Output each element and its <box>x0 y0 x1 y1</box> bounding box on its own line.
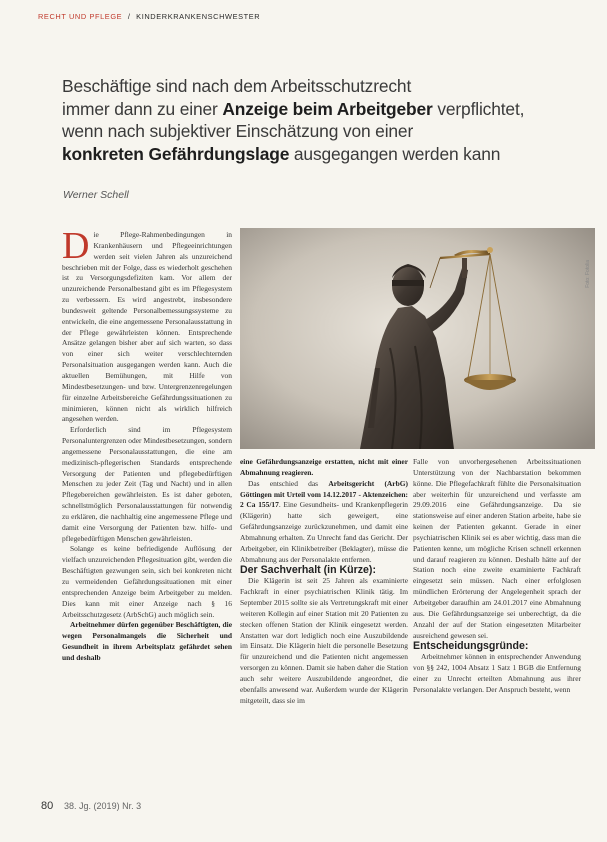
justitia-photo <box>240 228 595 449</box>
headline-line-2a: immer dann zu einer <box>62 98 223 119</box>
section-separator: / <box>127 12 131 21</box>
article-column-1 <box>62 225 232 664</box>
highlight-paragraph: Arbeitnehmer dürfen gegenüber Beschäftigten, die wegen Personalmangels die Sicherheit und Gesundheit in ihrem Arbeitsplatz gefährdet sehen und deshalb <box>62 620 232 662</box>
headline-line-4: ausgegangen werden kann <box>289 143 501 164</box>
article-headline <box>62 75 592 165</box>
headline-emphasis-2: konkreten Gefährdungslage <box>62 143 290 164</box>
photo-credit: Foto: Fotolia <box>585 260 591 288</box>
body-paragraph: Erforderlich sind im Pflegesystem Personaluntergrenzen oder Mindestbesetzungen, sondern angemessene Personalausstattungen, die eine am medizinisch-pflegerischen Standards entsprechende Versorgung der Patienten und pflegebedürftigen Menschen zu jeder Zeit (Tag und Nacht) und in allen Pflegebereichen gewährleisten. Es ist daher geboten, schnellstmöglich Personalausstattungen für notwendig zu erklären, die nachhaltig eine angemessene Pflege und damit eine Versorgung der Patienten bzw. hilfe- und pflegebedürftigen Menschen gewährleisten. <box>62 425 232 543</box>
body-paragraph <box>240 479 408 566</box>
headline-emphasis-1: Anzeige beim Arbeitgeber <box>222 98 433 119</box>
intro-paragraph <box>62 225 232 425</box>
body-paragraph: Die Klägerin ist seit 25 Jahren als examinierte Fachkraft in einer psychiatrischen Klinik tätig. Im September 2015 sollte sie als Vertretungskraft mit einer weiteren Kollegin auf einer Station mit 20 Patienten zu stecken offenen Station der Klinik eingesetzt werden. Anstatten war dort lediglich noch eine Auszubildende im Einsatz. Die Klägerin hielt die personelle Besetzung für unzureichend und die Patienten nicht angemessen versorgen zu können. Damit sie haben daher die Station auch sehr weitere Auszubildende angeordnet, die ebenfalls anwesend war. Außerdem wurde der Klägerin mitgeteilt, dass sie im <box>240 576 408 705</box>
court-reference: Arbeitsgericht (ArbG) Göttingen mit Urteil vom 14.12.2017 - Aktenzeichen: 2 Ca 155/17 <box>240 478 408 510</box>
body-paragraph: Arbeitnehmer können in entsprechender Anwendung von §§ 242, 1004 Absatz 1 Satz 1 BGB die Entfernung einer zu Unrecht erteilten Abmahnung aus ihrer Personalakte verlangen. Der Anspruch besteht, wenn <box>413 652 581 694</box>
article-column-2 <box>240 457 408 706</box>
subheading-facts: Der Sachverhalt (in Kürze): <box>240 564 376 577</box>
section-header <box>38 12 260 21</box>
intro-text: ie Pflege-Rahmenbedingungen in Krankenhäusern und Pflegeeinrichtungen werden seit vielen Jahren als unzureichend beschrieben mit der Folge, dass es wiederholt geschehen ist zu Versorgungsdefiziten kam. Vor allem der unzureichende Personalbestand gibt es im Pflegesystem zu verbessern. Es wird angestrebt, insbesondere bundesweit geltende Personalbemessungssysteme zu entwickeln, die eine angemessene Personalausstattung in der Pflege gewährleisten können. Entsprechende Ansätze gelangen bisher aber auf sich warten, so dass von einer sich weiter verschlechternden Personalsituation ausgegangen werden kann. Auch die aktuellen Bemühungen, mit Hilfe von Mindestbesetzungen- und bzw. Untergrenzenregelungen für einzelne Arbeitsbereiche Gefährdungssituationen zu minimieren, können nicht als wirklich hilfreich angesehen werden. <box>62 230 232 424</box>
body-paragraph: Solange es keine befriedigende Auflösung der vielfach unzureichenden Pflegesituation gibt, werden die Beschäftigten gezwungen sein, sich bei konkreten nicht zu vermeidenden Gefährdungssituationen mit einer entsprechenden Anzeige beim Arbeitgeber zu melden. Dies kann mit einer Anzeige nach § 16 Arbeitsschutzgesetz (ArbSchG) auch möglich sein. <box>62 544 232 619</box>
issue-info: 38. Jg. (2019) Nr. 3 <box>64 801 142 811</box>
section-sublabel: KINDERKRANKENSCHWESTER <box>136 12 261 21</box>
ruling-text: . Eine Gesundheits- und Krankenpflegerin (Klägerin) hatte sich geweigert, eine Gefährdungsanzeige zurückzunehmen, und damit eine Abmahnung erhalten. Zu Unrecht fand das Gericht. Der Arbeitgeber, ein Klinikbetreiber (Beklagter), müsse die Abmahnung aus der Personalakte entfernen. <box>240 500 409 564</box>
subheading-reasons: Entscheidungsgründe: <box>413 640 529 653</box>
page-footer <box>41 800 141 812</box>
section-label: RECHT UND PFLEGE <box>38 12 123 21</box>
highlight-continuation: eine Gefährdungsanzeige erstatten, nicht mit einer Abmahnung reagieren. <box>240 457 408 477</box>
ruling-intro: Das entschied das <box>248 478 329 488</box>
headline-line-2b: verpflichtet, <box>432 98 525 119</box>
headline-line-1: Beschäftige sind nach dem Arbeitsschutzrecht <box>62 76 412 96</box>
headline-line-3: wenn nach subjektiver Einschätzung von einer <box>62 121 414 141</box>
drop-cap: D <box>62 225 90 267</box>
body-paragraph: Falle von unvorhergesehenen Arbeitssituationen Unterstützung von der Nachbarstation bekommen könne. Die Pflegefachkraft fühlte die Personalsituation aber weiterhin für unzureichend und verfasste am 29.09.2016 eine Gefährdungsanzeige. Da sie stationsweise auf einer anderen Station arbeite, habe sie keinen der Patienten gekannt. Gerade in einer psychiatrischen Klinik sei es aber wichtig, dass man die Patienten kenne, um mögliche Krisen schnell erkennen und darauf reagieren zu können. Deshalb hätte auf der Station noch eine zweite examinierte Fachkraft eingesetzt sein müssen. Nach einer erfolglosen mündlichen Erörterung der Angelegenheit sprach der Arbeitgeber daraufhin am 24.01.2017 eine Abmahnung aus. Die Gefährdungsanzeige sei unberechtigt, da die Anzahl der auf der Station eingesetzten Mitarbeiter ausreichend gewesen sei. <box>413 457 581 640</box>
article-column-3 <box>413 457 581 696</box>
author-byline: Werner Schell <box>63 189 129 201</box>
page-number: 80 <box>41 800 54 812</box>
